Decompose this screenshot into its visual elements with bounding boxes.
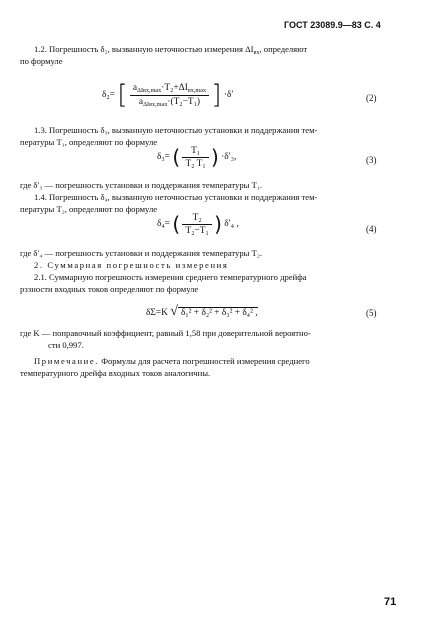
- formula-2: [102, 80, 233, 114]
- num-a: a: [132, 82, 137, 93]
- note-label: Примечание.: [34, 356, 100, 366]
- formula-2-tail: ·δ′: [223, 90, 234, 100]
- formula-4-numerator: T₂: [182, 213, 211, 225]
- page-number: 71: [384, 596, 397, 608]
- formula-4-fraction: [182, 213, 211, 236]
- left-bracket: [: [117, 80, 128, 110]
- den-a: a: [138, 96, 144, 107]
- equation-number-5: (5): [366, 308, 377, 318]
- equation-number-3: (3): [366, 155, 377, 165]
- formula-3-tail: ·δ′₃,: [221, 152, 237, 162]
- formula-2-denominator: [130, 96, 209, 108]
- para-1-3-line2: пературы T₁, определяют по формуле: [20, 137, 158, 147]
- note-text: Формулы для расчета погрешностей измерения среднего: [101, 356, 310, 366]
- formula-3: [157, 145, 236, 169]
- right-bracket: ]: [211, 80, 222, 110]
- right-paren: ): [211, 145, 219, 169]
- formula-5-radicand: δ₁² + δ₂² + δ₃² + δ₄² ,: [178, 307, 258, 318]
- equation-number-2: (2): [366, 93, 377, 103]
- section-2-title: 2. Суммарная погрешность измерения: [34, 260, 229, 270]
- note-line1: [34, 356, 310, 367]
- num-mid: ·T₂+ΔI: [161, 82, 188, 93]
- formula-3-fraction: [182, 146, 208, 169]
- formula-2-numerator: [130, 83, 209, 96]
- para-1-2-text: 1.2. Погрешность δ₂, вызванную неточностью измерения ΔI: [34, 44, 254, 54]
- radical-sign: √: [170, 304, 178, 319]
- formula-2-lhs: δ₂=: [102, 90, 115, 100]
- formula-3-lhs: δ₃=: [157, 152, 170, 162]
- para-1-2-line1: [34, 44, 307, 58]
- formula-4-denominator: T₂−T₁: [185, 225, 209, 236]
- formula-5-lhs: δΣ=K: [146, 308, 168, 318]
- left-paren: (: [172, 145, 181, 169]
- para-1-2-end: , определяют: [259, 44, 308, 54]
- formula-4: [157, 212, 239, 236]
- para-2-1-line1: 2.1. Суммарную погрешность измерения среднего температурного дрейфа: [34, 272, 307, 282]
- para-1-4-line1: 1.4. Погрешность δ₄, вызванную неточностью установки и поддержания тем-: [34, 192, 318, 202]
- where-3: где δ′₃ — погрешность установки и поддержания температуры T₁.: [20, 180, 262, 190]
- formula-3-numerator: T₁: [182, 146, 208, 158]
- num-a-sub: ΔIвх,max: [137, 86, 162, 94]
- note-line2: температурного дрейфа входных токов аналогичны.: [20, 368, 211, 378]
- para-1-4-line2: пературы T₂, определяют по формуле: [20, 204, 158, 214]
- para-1-3-line1: 1.3. Погрешность δ₃, вызванную неточностью установки и поддержания тем-: [34, 125, 318, 135]
- formula-5: [146, 304, 258, 320]
- den-mid: ·(T₂−T₁): [167, 96, 200, 107]
- right-paren: ): [214, 212, 222, 236]
- where-4: где δ′₄ — погрешность установки и поддержания температуры T₂.: [20, 248, 262, 258]
- document-header: ГОСТ 23089.9—83 С. 4: [284, 20, 381, 30]
- den-a-sub: ΔIвх,max: [143, 100, 168, 108]
- formula-4-tail: δ′₄ ,: [224, 219, 239, 229]
- where-5-line1: где K — поправочный коэффициент, равный 1,58 при доверительной вероятно-: [20, 328, 311, 338]
- para-1-2-sub: вх: [253, 49, 260, 56]
- formula-4-lhs: δ₄=: [157, 219, 170, 229]
- left-paren: (: [172, 212, 181, 236]
- equation-number-4: (4): [366, 224, 377, 234]
- formula-2-fraction: [130, 83, 209, 108]
- num-sub2: вх,max: [187, 86, 207, 94]
- where-5-line2: сти 0,997.: [48, 340, 84, 350]
- para-1-2-line2: по формуле: [20, 56, 63, 66]
- formula-3-denominator: T₂ T₁: [185, 158, 206, 169]
- para-2-1-line2: рззности входных токов определяют по формуле: [20, 284, 199, 294]
